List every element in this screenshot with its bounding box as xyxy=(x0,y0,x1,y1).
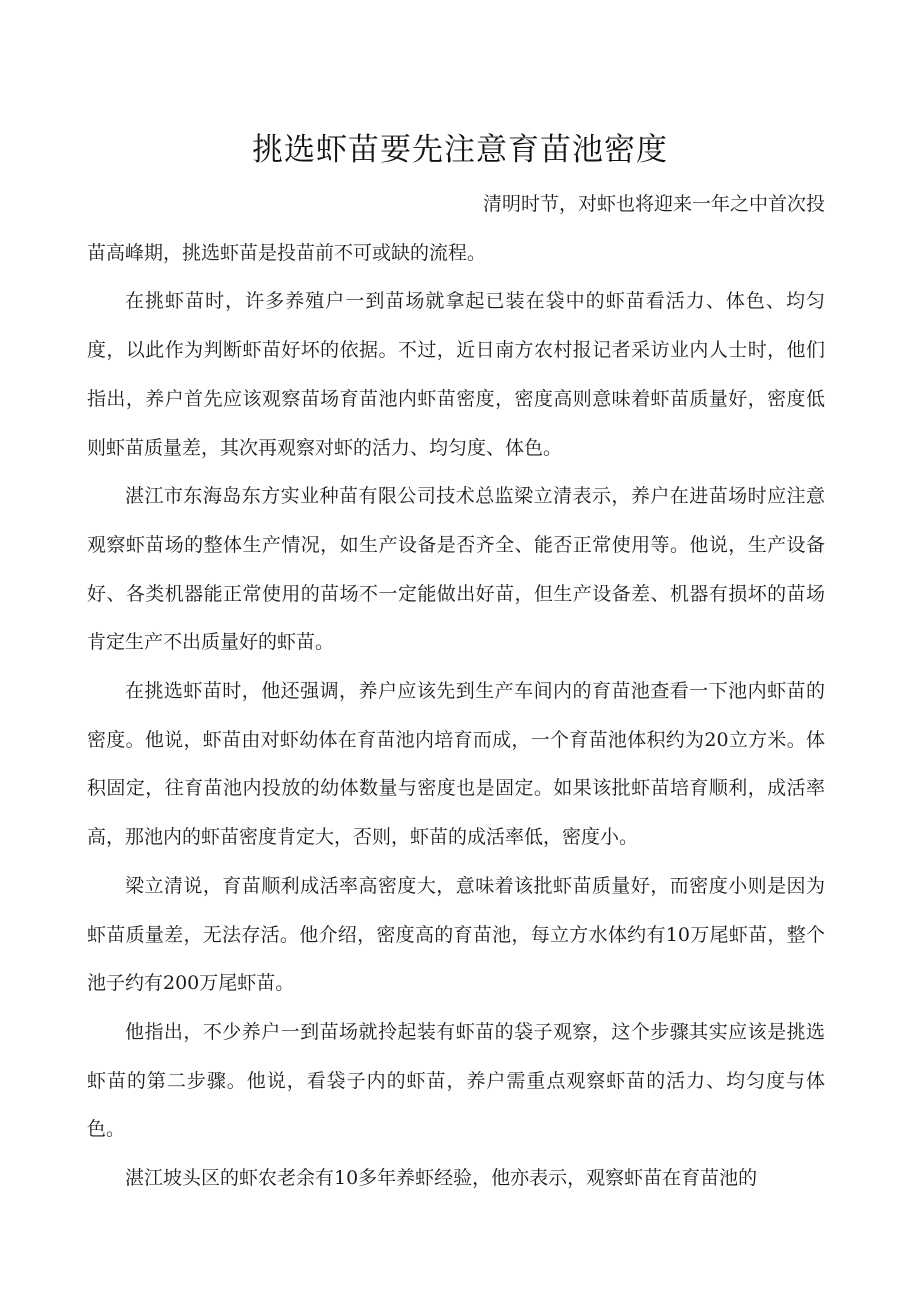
lead-paragraph xyxy=(87,180,825,277)
paragraph-5: 他指出，不少养户一到苗场就拎起装有虾苗的袋子观察，这个步骤其实应该是挑选虾苗的第二步骤。他说，看袋子内的虾苗，养户需重点观察虾苗的活力、均匀度与体色。 xyxy=(87,1020,825,1141)
document-title: 挑选虾苗要先注意育苗池密度 xyxy=(252,132,668,168)
paragraph-3: 在挑选虾苗时，他还强调，养户应该先到生产车间内的育苗池查看一下池内虾苗的密度。他说，虾苗由对虾幼体在育苗池内培育而成，一个育苗池体积约为20立方米。体积固定，往育苗池内投放的幼体数量与密度也是固定。如果该批虾苗培育顺利，成活率高，那池内的虾苗密度肯定大，否则，虾苗的成活率低，密度小。 xyxy=(87,680,825,849)
paragraph-2: 湛江市东海岛东方实业种苗有限公司技术总监梁立清表示，养户在进苗场时应注意观察虾苗场的整体生产情况，如生产设备是否齐全、能否正常使用等。他说，生产设备好、各类机器能正常使用的苗场不一定能做出好苗，但生产设备差、机器有损坏的苗场肯定生产不出质量好的虾苗。 xyxy=(87,485,825,654)
document-body xyxy=(87,180,825,1203)
lead-line-1: 清明时节，对虾也将迎来一年之中首次投 xyxy=(482,193,825,215)
lead-line-2: 苗高峰期，挑选虾苗是投苗前不可或缺的流程。 xyxy=(87,241,487,264)
paragraph-6: 湛江坡头区的虾农老余有10多年养虾经验，他亦表示，观察虾苗在育苗池的 xyxy=(125,1167,758,1190)
paragraph-4: 梁立清说，育苗顺利成活率高密度大，意味着该批虾苗质量好，而密度小则是因为虾苗质量差，无法存活。他介绍，密度高的育苗池，每立方水体约有10万尾虾苗，整个池子约有200万尾虾苗。 xyxy=(87,874,825,995)
paragraph-1: 在挑虾苗时，许多养殖户一到苗场就拿起已装在袋中的虾苗看活力、体色、均匀度，以此作为判断虾苗好坏的依据。不过，近日南方农村报记者采访业内人士时，他们指出，养户首先应该观察苗场育苗池内虾苗密度，密度高则意味着虾苗质量好，密度低则虾苗质量差，其次再观察对虾的活力、均匀度、体色。 xyxy=(87,290,825,459)
